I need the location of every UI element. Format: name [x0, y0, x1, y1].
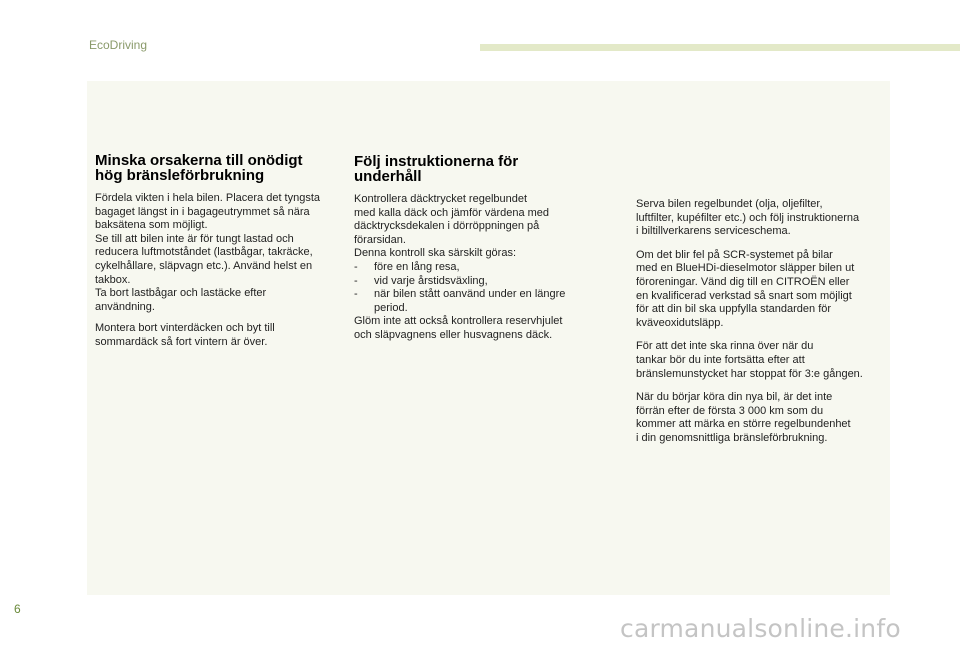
column-service [636, 198, 886, 456]
paragraph-winter-tyres: Montera bort vinterdäcken och byt till sommardäck så fort vintern är över. [95, 322, 275, 348]
list-dash: - [354, 260, 358, 273]
paragraph-spare-wheel: Glöm inte att också kontrollera reservhjulet och släpvagnens eller husvagnens däck. [354, 315, 563, 341]
paragraph-new-car: När du börjar köra din nya bil, är det inte förrän efter de första 3 000 km som du kommer att märka en större regelbundenhet i din genomsnittliga bränsleförbrukning. [636, 391, 851, 444]
list-item-text: när bilen stått oanvänd under en längre period. [374, 288, 566, 314]
list-item [354, 288, 609, 315]
paragraph-service-schedule: Serva bilen regelbundet (olja, oljefilter, luftfilter, kupéfilter etc.) och följ instruktionerna i biltillverkarens serviceschema. [636, 198, 860, 238]
list-item [354, 261, 609, 275]
header-bar [480, 44, 960, 51]
list-item-text: vid varje årstidsväxling, [374, 274, 488, 287]
heading-maintenance: Följ instruktionerna för underhåll [354, 153, 519, 185]
list-item [354, 275, 609, 289]
paragraph-tyre-pressure: Kontrollera däcktrycket regelbundet med kalla däck och jämför värdena med däcktrycksdekalen i dörröppningen på förarsidan. Denna kontroll ska särskilt göras: [354, 193, 550, 260]
paragraph-weight-distribution: Fördela vikten i hela bilen. Placera det tyngsta bagaget längst in i bagageutrymmet så nära baksätena som möjligt. Se till att bilen inte är för tungt lastad och reducera luftmotståndet (lastbågar, takräcke, cykelhållare, släpvagn etc.). Använd helst en takbox. Ta bort lastbågar och lastäcke efter användning. [95, 192, 321, 313]
column-load-reduction [95, 153, 350, 358]
section-label: EcoDriving [89, 38, 148, 52]
paragraph-scr-system: Om det blir fel på SCR-systemet på bilar med en BlueHDi-dieselmotor släpper bilen ut föroreningar. Vänd dig till en CITROËN eller en kvalificerad verkstad så snart som möjligt för att din bil ska uppfylla standarden för kväveoxidutsläpp. [636, 248, 855, 329]
column-maintenance [354, 154, 609, 343]
paragraph-refuelling: För att det inte ska rinna över när du tankar bör du inte fortsätta efter att bränslemunstycket har stoppat för 3:e gången. [636, 340, 863, 380]
heading-reduce-consumption: Minska orsakerna till onödigt hög bränsleförbrukning [95, 152, 303, 184]
list-item-text: före en lång resa, [374, 260, 460, 273]
check-occasions-list [354, 261, 609, 315]
list-dash: - [354, 274, 358, 287]
page-number: 6 [14, 602, 21, 616]
list-dash: - [354, 288, 358, 301]
watermark: carmanualsonline.info [620, 614, 901, 643]
